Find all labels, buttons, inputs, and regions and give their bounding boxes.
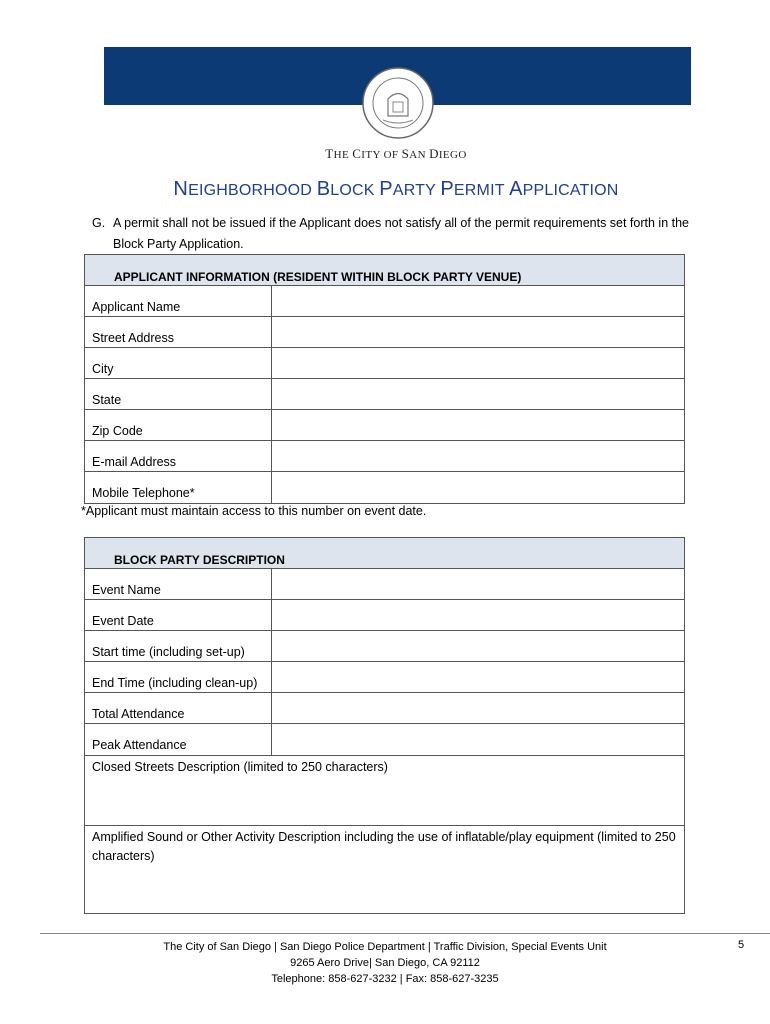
- field-label: Street Address: [85, 317, 272, 347]
- field-label: Applicant Name: [85, 286, 272, 316]
- field-label: State: [85, 379, 272, 409]
- applicant-heading: APPLICANT INFORMATION (RESIDENT WITHIN BLOCK PARTY VENUE): [85, 255, 684, 286]
- table-row: [85, 317, 684, 348]
- table-row: [85, 569, 684, 600]
- table-row: [85, 441, 684, 472]
- zip-code-field[interactable]: [272, 410, 688, 442]
- table-row: [85, 631, 684, 662]
- field-label: E-mail Address: [85, 441, 272, 471]
- page-title: NEIGHBORHOOD BLOCK PARTY PERMIT APPLICATION: [173, 178, 619, 200]
- applicant-note: *Applicant must maintain access to this number on event date.: [81, 504, 427, 518]
- field-label: Mobile Telephone*: [85, 472, 272, 503]
- start-time-field[interactable]: [272, 631, 688, 663]
- event-name-field[interactable]: [272, 569, 688, 601]
- footer-divider: [40, 933, 770, 934]
- table-row: [85, 348, 684, 379]
- table-row: [85, 379, 684, 410]
- city-field[interactable]: [272, 348, 688, 380]
- field-label: Start time (including set-up): [85, 631, 272, 661]
- table-row: [85, 410, 684, 441]
- street-address-field[interactable]: [272, 317, 688, 349]
- applicant-name-field[interactable]: [272, 286, 688, 318]
- description-heading: BLOCK PARTY DESCRIPTION: [85, 538, 684, 569]
- table-row: [85, 472, 684, 503]
- footer: [0, 939, 770, 987]
- list-marker: G.: [92, 216, 106, 230]
- table-row: [85, 662, 684, 693]
- closed-streets-field[interactable]: [85, 755, 684, 825]
- field-label: Event Date: [85, 600, 272, 630]
- mobile-telephone-field[interactable]: [272, 472, 688, 505]
- field-label: End Time (including clean-up): [85, 662, 272, 692]
- page-number: 5: [738, 939, 745, 951]
- field-label: Peak Attendance: [85, 724, 272, 755]
- amplified-sound-field[interactable]: [85, 825, 684, 913]
- applicant-info-table: [84, 254, 685, 504]
- city-seal-icon: [361, 66, 435, 140]
- table-row: [85, 600, 684, 631]
- table-row: [85, 286, 684, 317]
- field-label: City: [85, 348, 272, 378]
- footer-line-3: Telephone: 858-627-3232 | Fax: 858-627-3235: [271, 973, 499, 985]
- total-attendance-field[interactable]: [272, 693, 688, 725]
- email-field[interactable]: [272, 441, 688, 473]
- intro-text: A permit shall not be issued if the Applicant does not satisfy all of the permit requirements set forth in the Block Party Application.: [113, 216, 690, 251]
- field-label: Zip Code: [85, 410, 272, 440]
- table-row: [85, 724, 684, 755]
- state-field[interactable]: [272, 379, 688, 411]
- footer-line-2: 9265 Aero Drive| San Diego, CA 92112: [290, 957, 480, 969]
- field-label: Event Name: [85, 569, 272, 599]
- table-row: [85, 693, 684, 724]
- city-name: THE CITY OF SAN DIEGO: [325, 146, 467, 161]
- field-label: Total Attendance: [85, 693, 272, 723]
- end-time-field[interactable]: [272, 662, 688, 694]
- peak-attendance-field[interactable]: [272, 724, 688, 757]
- closed-streets-label: Closed Streets Description (limited to 250 characters): [92, 760, 388, 774]
- footer-line-1: The City of San Diego | San Diego Police Department | Traffic Division, Special Events Unit: [163, 941, 607, 953]
- block-party-table: [84, 537, 685, 914]
- amplified-sound-label: Amplified Sound or Other Activity Description including the use of inflatable/play equipment (limited to 250 characters): [92, 830, 676, 863]
- event-date-field[interactable]: [272, 600, 688, 632]
